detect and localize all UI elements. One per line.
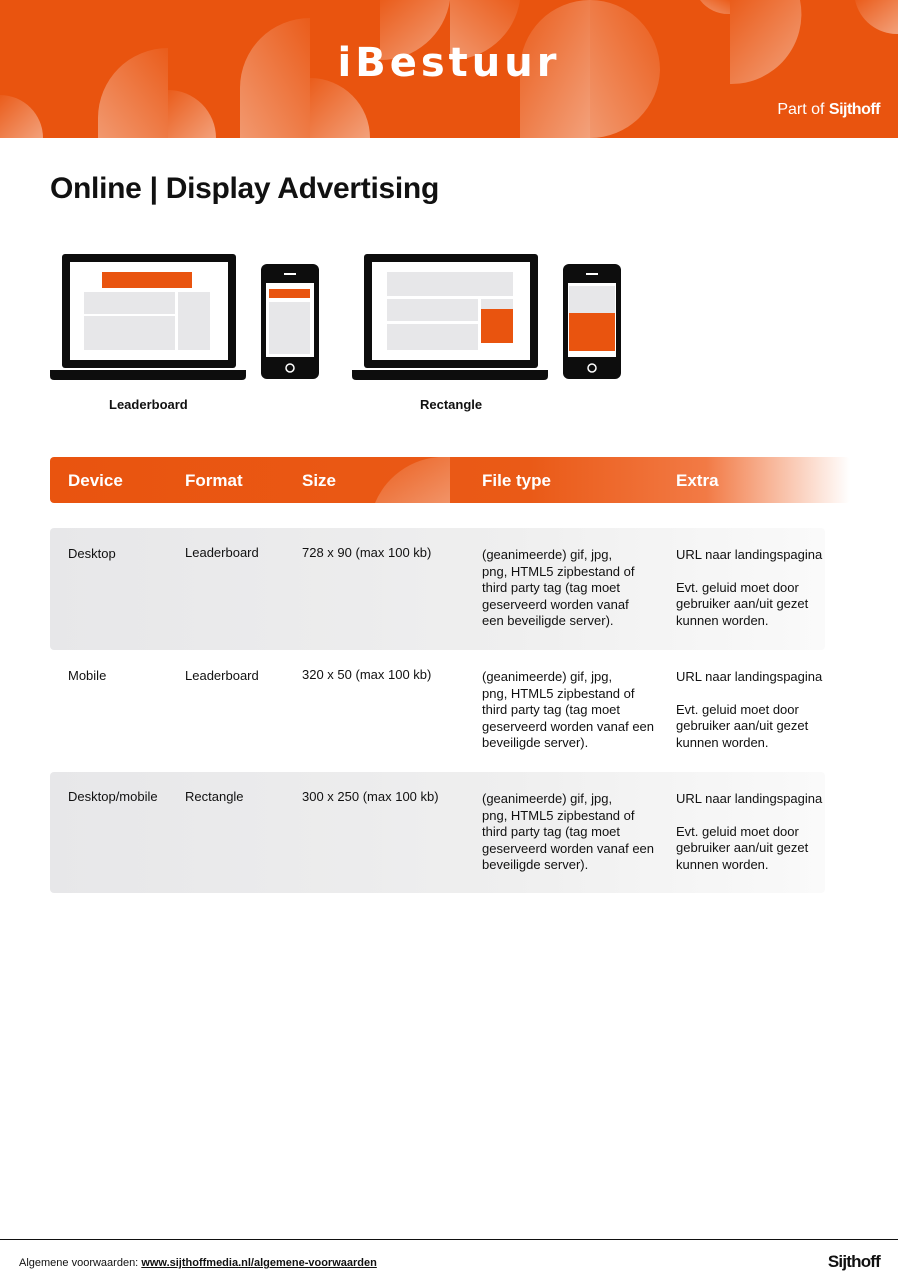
footer-brand-logo: Sijthoff [827,1252,880,1271]
header-size: Size [302,471,337,490]
extra-note-line: gebruiker aan/uit gezet [676,718,809,733]
header-file-type: File type [482,471,551,490]
file-type-line: third party tag (tag moet [482,702,621,717]
extra-note-line: Evt. geluid moet door [676,579,799,595]
brand-logo-title: iBestuur [337,40,561,86]
extra-note-line: Evt. geluid moet door [676,823,799,839]
device-illustrations [48,252,628,384]
cell-extra [676,547,822,629]
header-format: Format [185,471,243,490]
cell-extra [676,791,822,873]
part-of-brand: Sijthoff [828,101,880,118]
cell-size: 300 x 250 (max 100 kb) [302,789,439,804]
part-of-prefix: Part of [777,101,825,118]
cell-device: Desktop/mobile [68,789,158,804]
extra-url: URL naar landingspagina [676,669,823,684]
extra-url: URL naar landingspagina [676,791,823,806]
file-type-line: third party tag (tag moet [482,824,621,839]
file-type-line: beveiligde server). [482,857,589,872]
extra-note-line: kunnen worden. [676,856,769,872]
file-type-line: third party tag (tag moet [482,580,621,595]
cell-format: Leaderboard [185,545,259,560]
rectangle-phone-icon [563,264,621,379]
table-row [50,772,825,893]
terms-link[interactable]: www.sijthoffmedia.nl/algemene-voorwaarden [141,1257,377,1269]
file-type-line: geserveerd worden vanaf een [482,718,655,734]
header-banner [0,0,898,138]
page-title: Online | Display Advertising [50,172,439,205]
footer-terms [19,1257,377,1269]
cell-device: Desktop [68,546,116,561]
extra-note-line: gebruiker aan/uit gezet [676,596,809,611]
leaderboard-laptop-icon [50,254,246,380]
file-type-line: png, HTML5 zipbestand of [482,807,635,823]
table-header-decoration [50,457,850,503]
cell-format: Rectangle [185,789,244,804]
header-device: Device [68,471,123,490]
cell-file-type [482,669,654,752]
table-row [50,528,825,650]
leaderboard-phone-icon [261,264,319,379]
file-type-line: png, HTML5 zipbestand of [482,685,635,701]
leaderboard-label: Leaderboard [109,397,188,412]
cell-size: 728 x 90 (max 100 kb) [302,545,432,560]
table-header [50,457,850,503]
cell-format: Leaderboard [185,668,259,683]
file-type-line: beveiligde server). [482,735,589,750]
file-type-line: (geanimeerde) gif, jpg, [482,547,613,562]
cell-device: Mobile [68,668,107,683]
footer-divider [0,1239,898,1240]
extra-note-line: kunnen worden. [676,734,769,750]
file-type-line: geserveerd worden vanaf [482,596,629,612]
cell-file-type [482,791,654,874]
file-type-line: geserveerd worden vanaf een [482,840,655,856]
cell-size: 320 x 50 (max 100 kb) [302,667,432,682]
rectangle-laptop-icon [352,254,548,380]
file-type-line: png, HTML5 zipbestand of [482,563,635,579]
extra-note-line: gebruiker aan/uit gezet [676,840,809,855]
extra-note-line: kunnen worden. [676,612,769,628]
part-of-label [777,101,880,119]
terms-label: Algemene voorwaarden: [19,1257,139,1269]
extra-note-line: Evt. geluid moet door [676,701,799,717]
rectangle-label: Rectangle [420,397,483,412]
extra-url: URL naar landingspagina [676,547,823,562]
file-type-line: een beveiligde server). [482,613,614,628]
file-type-line: (geanimeerde) gif, jpg, [482,669,613,684]
file-type-line: (geanimeerde) gif, jpg, [482,791,613,806]
cell-file-type [482,547,634,630]
cell-extra [676,669,822,751]
header-extra: Extra [676,471,719,490]
table-row [50,650,825,772]
